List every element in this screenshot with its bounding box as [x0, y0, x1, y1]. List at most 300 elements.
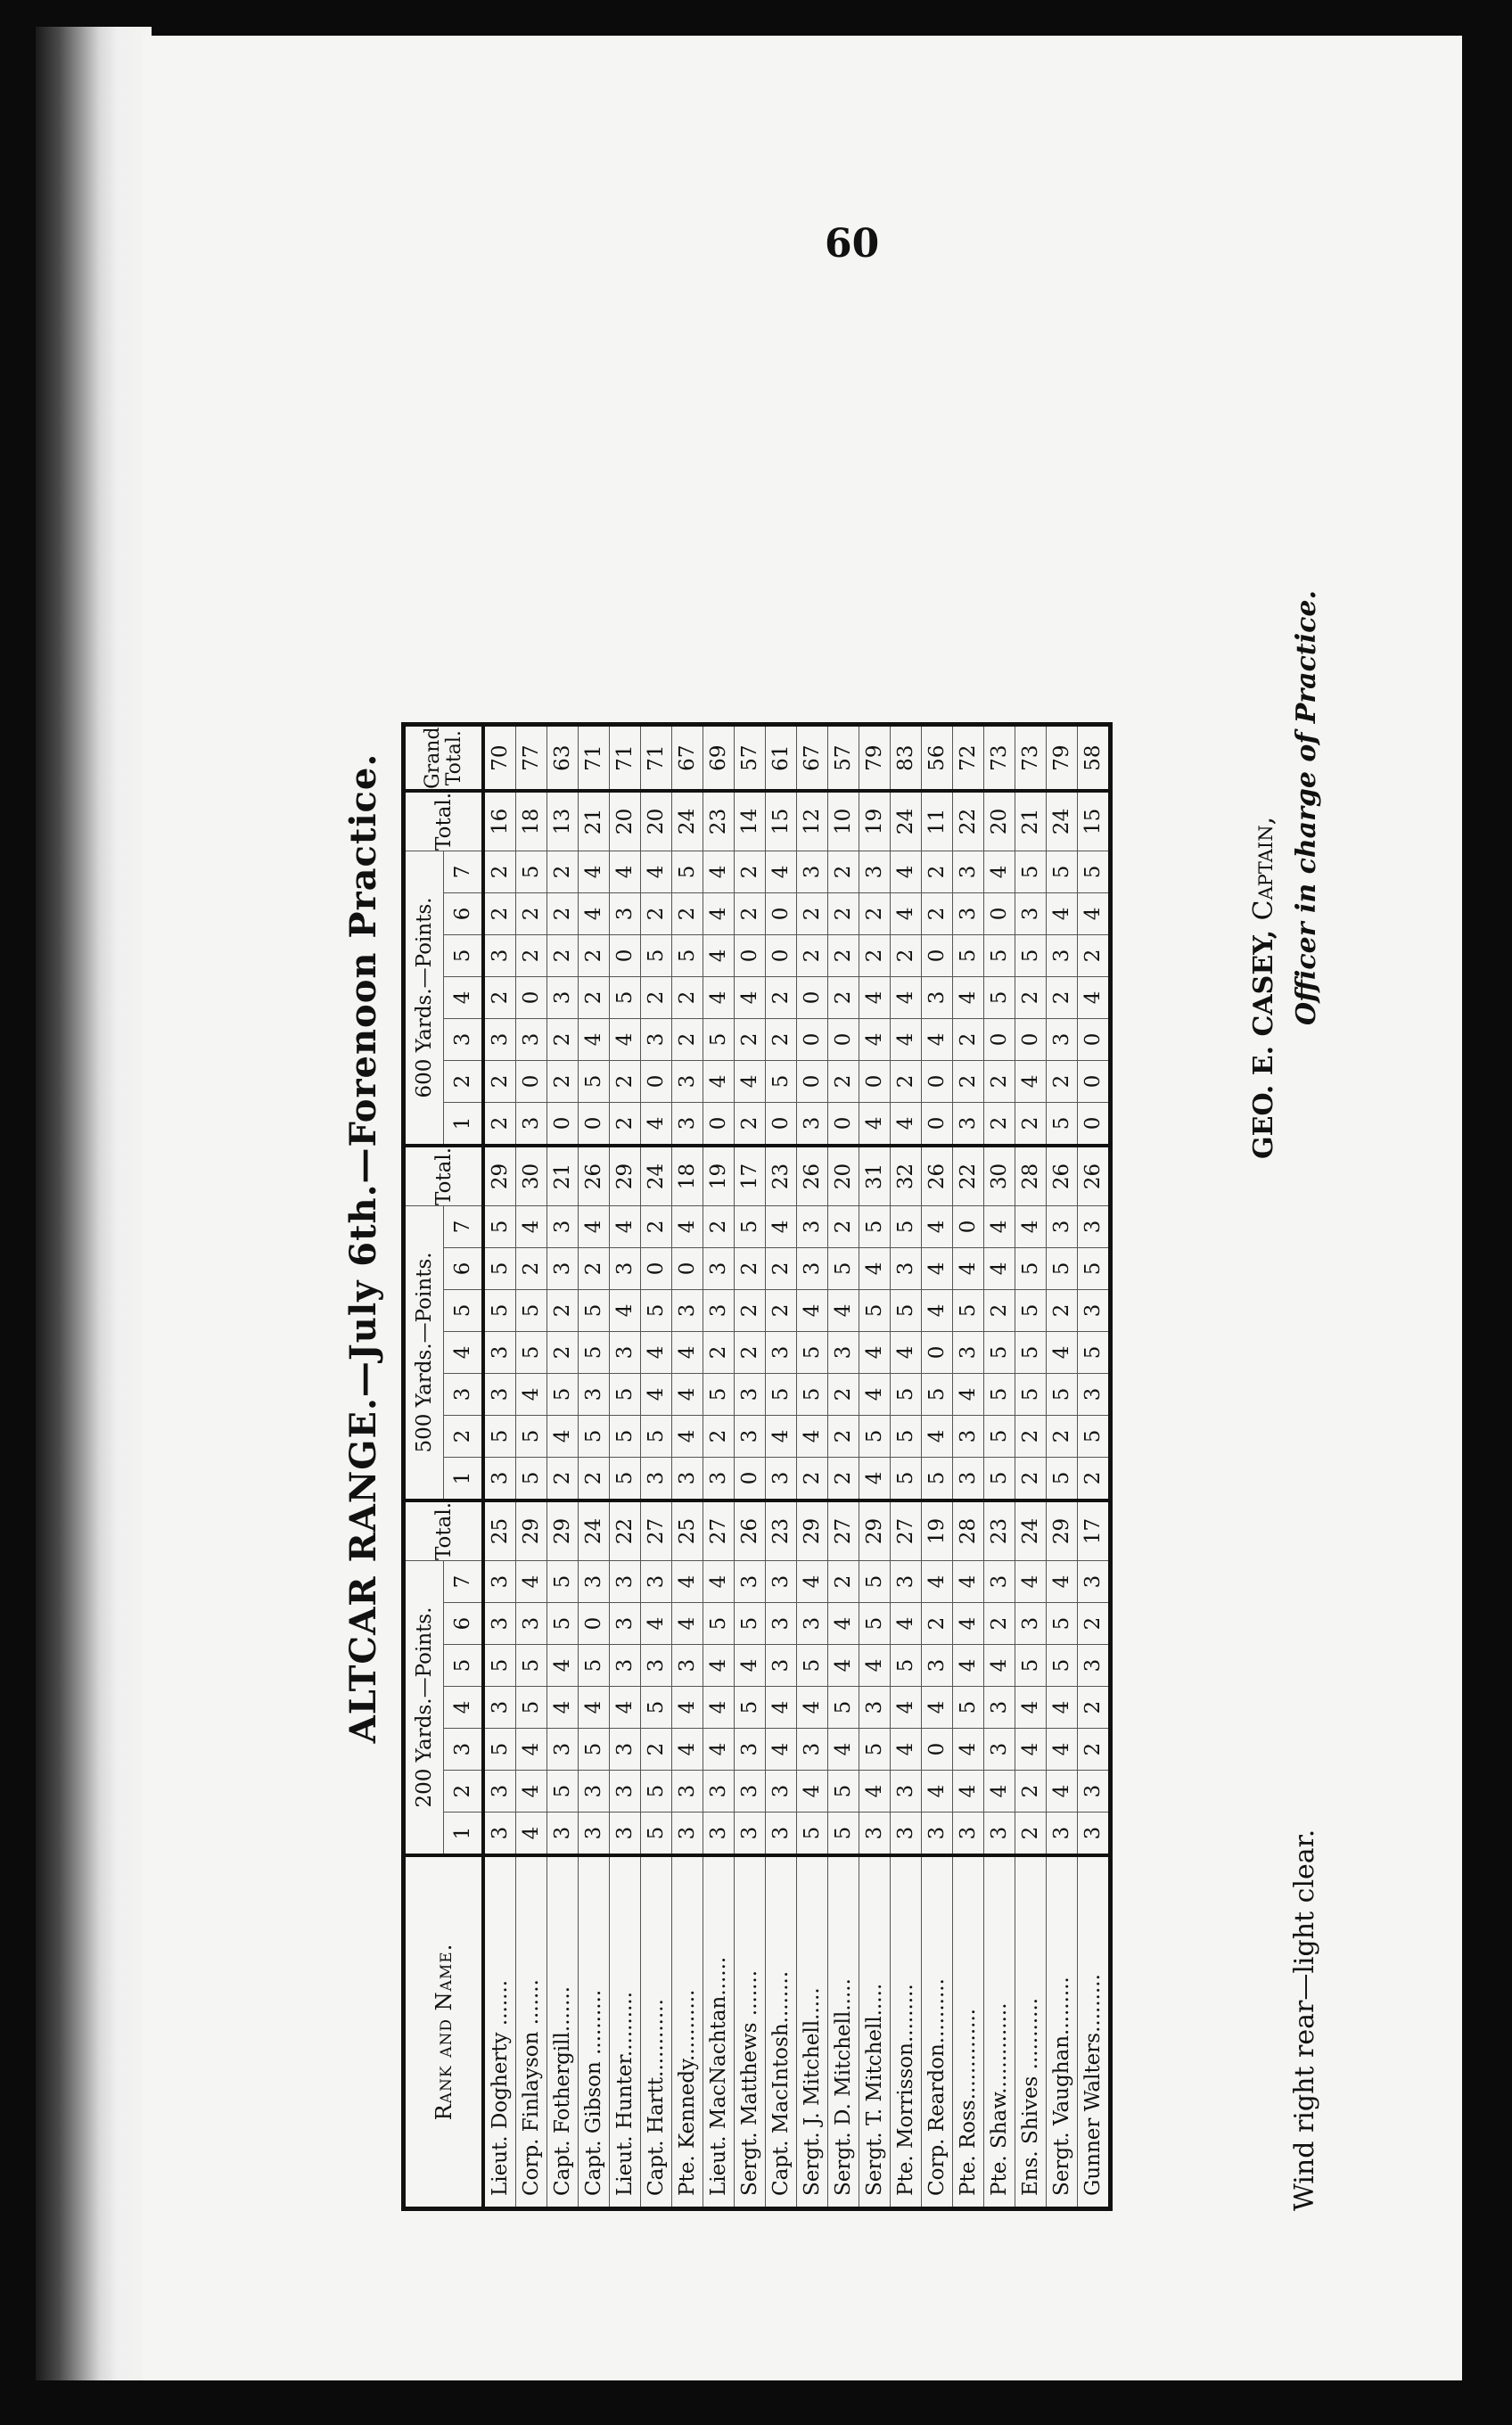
- score-y200-shot-1: 3: [703, 1813, 735, 1856]
- score-y600-shot-7: 5: [672, 851, 703, 892]
- grand-total: 61: [766, 725, 797, 791]
- score-y500-shot-5: 5: [953, 1289, 984, 1331]
- score-y200-shot-1: 3: [953, 1813, 984, 1856]
- score-y500-shot-7: 5: [483, 1205, 516, 1247]
- score-y200-shot-6: 3: [797, 1603, 828, 1645]
- table-row: [828, 725, 859, 2209]
- score-y500-shot-1: 3: [703, 1457, 735, 1500]
- total-y500: 32: [891, 1146, 922, 1206]
- score-y500-shot-7: 5: [735, 1205, 766, 1247]
- score-y600-shot-7: 4: [891, 851, 922, 892]
- score-y200-shot-6: 5: [859, 1603, 891, 1645]
- score-y600-shot-4: 5: [984, 976, 1015, 1018]
- shooter-name: Pte. Kennedy...........: [672, 1855, 703, 2209]
- shot-number-y200-3: 3: [444, 1729, 484, 1771]
- score-y200-shot-4: 2: [1078, 1687, 1111, 1729]
- score-y500-shot-3: 5: [766, 1373, 797, 1415]
- total-y600: 20: [641, 791, 672, 851]
- score-y600-shot-4: 2: [672, 976, 703, 1018]
- score-y500-shot-5: 3: [672, 1289, 703, 1331]
- score-y600-shot-3: 3: [516, 1018, 547, 1060]
- score-y600-shot-5: 5: [672, 934, 703, 976]
- total-y600: 24: [891, 791, 922, 851]
- score-y500-shot-6: 5: [1078, 1247, 1111, 1289]
- signature-rank: Captain,: [1248, 816, 1279, 921]
- score-y200-shot-6: 2: [1078, 1603, 1111, 1645]
- score-y200-shot-4: 4: [610, 1687, 641, 1729]
- table-row: [610, 725, 641, 2209]
- score-y500-shot-5: 2: [1047, 1289, 1078, 1331]
- score-y600-shot-1: 3: [953, 1102, 984, 1146]
- total-y500: 23: [766, 1146, 797, 1206]
- yards-200-header: 200 Yards.—Points.: [404, 1561, 444, 1856]
- score-y500-shot-5: 5: [891, 1289, 922, 1331]
- score-y600-shot-2: 2: [891, 1060, 922, 1102]
- grand-total: 57: [828, 725, 859, 791]
- score-y200-shot-7: 4: [922, 1561, 953, 1603]
- score-y200-shot-5: 4: [859, 1645, 891, 1687]
- score-y500-shot-5: 3: [703, 1289, 735, 1331]
- score-y500-shot-1: 2: [797, 1457, 828, 1500]
- total-y200: 27: [703, 1500, 735, 1561]
- score-y500-shot-7: 3: [1047, 1205, 1078, 1247]
- score-y200-shot-6: 4: [828, 1603, 859, 1645]
- score-y200-shot-2: 4: [984, 1771, 1015, 1813]
- score-y500-shot-2: 4: [672, 1415, 703, 1457]
- score-y500-shot-3: 5: [610, 1373, 641, 1415]
- score-y200-shot-1: 3: [672, 1813, 703, 1856]
- score-y600-shot-7: 5: [1015, 851, 1047, 892]
- score-y500-shot-5: 5: [641, 1289, 672, 1331]
- shot-number-y600-1: 1: [444, 1102, 484, 1146]
- score-y200-shot-5: 3: [1078, 1645, 1111, 1687]
- score-y500-shot-2: 3: [735, 1415, 766, 1457]
- grand-total: 72: [953, 725, 984, 791]
- score-y600-shot-3: 0: [1078, 1018, 1111, 1060]
- score-y200-shot-7: 3: [610, 1561, 641, 1603]
- score-y600-shot-4: 2: [641, 976, 672, 1018]
- score-y200-shot-5: 4: [828, 1645, 859, 1687]
- score-rows: [483, 725, 1111, 2209]
- score-y600-shot-7: 2: [828, 851, 859, 892]
- score-y600-shot-4: 4: [735, 976, 766, 1018]
- total-y200: 27: [891, 1500, 922, 1561]
- score-y200-shot-5: 5: [516, 1645, 547, 1687]
- total-y500: 30: [516, 1146, 547, 1206]
- score-y200-shot-3: 3: [610, 1729, 641, 1771]
- score-y500-shot-1: 5: [1047, 1457, 1078, 1500]
- score-y500-shot-2: 4: [766, 1415, 797, 1457]
- score-y600-shot-5: 0: [735, 934, 766, 976]
- score-y200-shot-4: 3: [859, 1687, 891, 1729]
- shooter-name: Pte. Morrisson.........: [891, 1855, 922, 2209]
- score-y600-shot-4: 4: [859, 976, 891, 1018]
- grand-total: 69: [703, 725, 735, 791]
- score-y500-shot-1: 3: [483, 1457, 516, 1500]
- score-y500-shot-7: 4: [922, 1205, 953, 1247]
- score-y500-shot-4: 3: [483, 1331, 516, 1373]
- score-y200-shot-7: 4: [516, 1561, 547, 1603]
- page-title: ALTCAR RANGE.—July 6th.—Forenoon Practice.: [342, 752, 384, 1744]
- score-y600-shot-3: 4: [579, 1018, 610, 1060]
- score-y200-shot-2: 3: [766, 1771, 797, 1813]
- score-y200-shot-6: 5: [735, 1603, 766, 1645]
- score-y600-shot-2: 0: [1078, 1060, 1111, 1102]
- score-y600-shot-3: 3: [641, 1018, 672, 1060]
- total-y600: 24: [1047, 791, 1078, 851]
- score-y200-shot-4: 3: [483, 1687, 516, 1729]
- score-y500-shot-2: 5: [579, 1415, 610, 1457]
- score-y200-shot-4: 5: [641, 1687, 672, 1729]
- score-y500-shot-7: 2: [641, 1205, 672, 1247]
- score-y200-shot-7: 2: [828, 1561, 859, 1603]
- grand-total-header: Grand Total.: [404, 725, 484, 791]
- score-y600-shot-2: 4: [703, 1060, 735, 1102]
- score-y600-shot-3: 4: [610, 1018, 641, 1060]
- score-y600-shot-6: 3: [1015, 892, 1047, 934]
- score-y500-shot-5: 2: [766, 1289, 797, 1331]
- score-y500-shot-7: 4: [610, 1205, 641, 1247]
- total-y200: 25: [672, 1500, 703, 1561]
- total-y500: 19: [703, 1146, 735, 1206]
- grand-total: 56: [922, 725, 953, 791]
- shooter-name: Pte. Shaw..............: [984, 1855, 1015, 2209]
- score-y200-shot-2: 5: [547, 1771, 579, 1813]
- score-y500-shot-3: 4: [672, 1373, 703, 1415]
- score-y500-shot-6: 5: [828, 1247, 859, 1289]
- total-y200: 22: [610, 1500, 641, 1561]
- total-y500: 29: [483, 1146, 516, 1206]
- score-y500-shot-4: 4: [641, 1331, 672, 1373]
- score-y200-shot-1: 5: [641, 1813, 672, 1856]
- score-y200-shot-6: 4: [641, 1603, 672, 1645]
- score-y200-shot-4: 5: [735, 1687, 766, 1729]
- score-y200-shot-4: 4: [579, 1687, 610, 1729]
- score-y200-shot-7: 4: [1047, 1561, 1078, 1603]
- score-y200-shot-6: 3: [610, 1603, 641, 1645]
- score-y600-shot-1: 5: [1047, 1102, 1078, 1146]
- score-y500-shot-1: 4: [859, 1457, 891, 1500]
- score-y200-shot-6: 5: [703, 1603, 735, 1645]
- score-y600-shot-5: 4: [703, 934, 735, 976]
- score-y200-shot-3: 3: [984, 1729, 1015, 1771]
- score-y200-shot-1: 3: [1078, 1813, 1111, 1856]
- score-y500-shot-5: 5: [483, 1289, 516, 1331]
- score-y200-shot-4: 4: [672, 1687, 703, 1729]
- score-y600-shot-7: 2: [547, 851, 579, 892]
- score-y600-shot-6: 0: [766, 892, 797, 934]
- signature-name: GEO. E. CASEY,: [1248, 929, 1279, 1159]
- score-y600-shot-3: 3: [483, 1018, 516, 1060]
- page-number: 60: [825, 221, 880, 267]
- score-y200-shot-1: 2: [1015, 1813, 1047, 1856]
- score-y200-shot-7: 3: [735, 1561, 766, 1603]
- score-y600-shot-2: 2: [547, 1060, 579, 1102]
- grand-total: 79: [859, 725, 891, 791]
- score-y500-shot-2: 5: [516, 1415, 547, 1457]
- score-y600-shot-6: 4: [579, 892, 610, 934]
- rotated-content: [339, 285, 1364, 2211]
- score-y600-shot-2: 2: [953, 1060, 984, 1102]
- score-y600-shot-5: 2: [516, 934, 547, 976]
- total-y600: 18: [516, 791, 547, 851]
- score-y500-shot-7: 4: [672, 1205, 703, 1247]
- score-y500-shot-4: 5: [797, 1331, 828, 1373]
- score-y600-shot-7: 4: [610, 851, 641, 892]
- score-y500-shot-1: 3: [766, 1457, 797, 1500]
- score-y200-shot-3: 3: [797, 1729, 828, 1771]
- score-y600-shot-1: 0: [828, 1102, 859, 1146]
- shot-number-y600-5: 5: [444, 934, 484, 976]
- shooter-name: Sergt. Vaughan.........: [1047, 1855, 1078, 2209]
- score-y600-shot-6: 4: [703, 892, 735, 934]
- score-y200-shot-3: 4: [703, 1729, 735, 1771]
- score-y600-shot-7: 3: [859, 851, 891, 892]
- total-y500: 22: [953, 1146, 984, 1206]
- score-y600-shot-1: 2: [1015, 1102, 1047, 1146]
- score-y600-shot-1: 4: [891, 1102, 922, 1146]
- score-y500-shot-6: 5: [1015, 1247, 1047, 1289]
- score-table: [401, 722, 1113, 2211]
- score-y500-shot-6: 2: [579, 1247, 610, 1289]
- score-y200-shot-7: 3: [483, 1561, 516, 1603]
- total-y200: 29: [516, 1500, 547, 1561]
- score-y200-shot-2: 5: [828, 1771, 859, 1813]
- total-y200: 26: [735, 1500, 766, 1561]
- score-y500-shot-6: 4: [859, 1247, 891, 1289]
- score-y600-shot-5: 0: [922, 934, 953, 976]
- score-y600-shot-4: 3: [547, 976, 579, 1018]
- total-y500: 30: [984, 1146, 1015, 1206]
- score-y500-shot-3: 5: [547, 1373, 579, 1415]
- score-y600-shot-7: 2: [922, 851, 953, 892]
- shooter-name: Sergt. D. Mitchell.....: [828, 1855, 859, 2209]
- score-y600-shot-4: 3: [922, 976, 953, 1018]
- score-y500-shot-2: 4: [922, 1415, 953, 1457]
- score-y600-shot-3: 2: [547, 1018, 579, 1060]
- score-y200-shot-5: 3: [672, 1645, 703, 1687]
- score-y200-shot-2: 3: [579, 1771, 610, 1813]
- score-y200-shot-3: 3: [735, 1729, 766, 1771]
- score-y200-shot-4: 4: [922, 1687, 953, 1729]
- total-y600: 24: [672, 791, 703, 851]
- score-y600-shot-4: 5: [610, 976, 641, 1018]
- score-y600-shot-7: 2: [483, 851, 516, 892]
- total-y600: 19: [859, 791, 891, 851]
- score-y200-shot-5: 4: [547, 1645, 579, 1687]
- score-y500-shot-4: 5: [579, 1331, 610, 1373]
- score-y500-shot-7: 4: [579, 1205, 610, 1247]
- score-y600-shot-5: 0: [610, 934, 641, 976]
- score-y500-shot-4: 4: [891, 1331, 922, 1373]
- total-y500: 17: [735, 1146, 766, 1206]
- score-y600-shot-5: 5: [953, 934, 984, 976]
- score-y200-shot-5: 3: [922, 1645, 953, 1687]
- score-y500-shot-4: 3: [610, 1331, 641, 1373]
- score-y500-shot-2: 5: [610, 1415, 641, 1457]
- total-y500: 26: [797, 1146, 828, 1206]
- score-y600-shot-3: 0: [984, 1018, 1015, 1060]
- score-y600-shot-3: 4: [891, 1018, 922, 1060]
- score-y600-shot-1: 4: [859, 1102, 891, 1146]
- score-y200-shot-7: 4: [953, 1561, 984, 1603]
- grand-total: 71: [579, 725, 610, 791]
- score-y200-shot-3: 4: [672, 1729, 703, 1771]
- score-y600-shot-1: 0: [703, 1102, 735, 1146]
- score-y500-shot-6: 0: [672, 1247, 703, 1289]
- score-y600-shot-4: 4: [1078, 976, 1111, 1018]
- table-row: [641, 725, 672, 2209]
- score-y500-shot-7: 4: [984, 1205, 1015, 1247]
- score-y200-shot-7: 3: [891, 1561, 922, 1603]
- score-y600-shot-2: 2: [828, 1060, 859, 1102]
- shot-number-y500-3: 3: [444, 1373, 484, 1415]
- total-y200: 29: [1047, 1500, 1078, 1561]
- score-y200-shot-7: 5: [547, 1561, 579, 1603]
- score-y500-shot-4: 4: [859, 1331, 891, 1373]
- score-y500-shot-6: 2: [516, 1247, 547, 1289]
- score-y200-shot-1: 3: [547, 1813, 579, 1856]
- score-y600-shot-6: 2: [641, 892, 672, 934]
- shooter-name: Lieut. Dogherty .......: [483, 1855, 516, 2209]
- score-y600-shot-3: 3: [1047, 1018, 1078, 1060]
- score-y600-shot-3: 2: [672, 1018, 703, 1060]
- score-y500-shot-1: 5: [984, 1457, 1015, 1500]
- score-y200-shot-5: 3: [610, 1645, 641, 1687]
- score-y200-shot-6: 3: [483, 1603, 516, 1645]
- table-row: [984, 725, 1015, 2209]
- score-y200-shot-1: 3: [984, 1813, 1015, 1856]
- score-y200-shot-7: 3: [766, 1561, 797, 1603]
- shooter-name: Sergt. Matthews .......: [735, 1855, 766, 2209]
- score-y500-shot-6: 3: [891, 1247, 922, 1289]
- score-y200-shot-2: 3: [703, 1771, 735, 1813]
- score-y500-shot-6: 4: [922, 1247, 953, 1289]
- total-y200: 29: [859, 1500, 891, 1561]
- score-y600-shot-2: 4: [1015, 1060, 1047, 1102]
- score-y600-shot-3: 0: [1015, 1018, 1047, 1060]
- total-y600: 21: [579, 791, 610, 851]
- score-y500-shot-3: 4: [516, 1373, 547, 1415]
- book-page-edge: [36, 27, 152, 2380]
- score-y600-shot-6: 0: [984, 892, 1015, 934]
- score-y600-shot-6: 2: [735, 892, 766, 934]
- score-y600-shot-2: 2: [483, 1060, 516, 1102]
- score-y500-shot-7: 3: [547, 1205, 579, 1247]
- score-y500-shot-7: 3: [797, 1205, 828, 1247]
- score-y600-shot-7: 4: [703, 851, 735, 892]
- score-y600-shot-4: 2: [828, 976, 859, 1018]
- score-y600-shot-7: 5: [1078, 851, 1111, 892]
- total-y600: 21: [1015, 791, 1047, 851]
- total-y500: 26: [1078, 1146, 1111, 1206]
- score-y600-shot-5: 5: [641, 934, 672, 976]
- shooter-name: Pte. Ross..............: [953, 1855, 984, 2209]
- score-y600-shot-7: 2: [735, 851, 766, 892]
- score-y600-shot-4: 4: [703, 976, 735, 1018]
- total-200-header: Total.: [404, 1500, 484, 1561]
- table-row: [953, 725, 984, 2209]
- score-y600-shot-3: 0: [797, 1018, 828, 1060]
- shot-number-y500-1: 1: [444, 1457, 484, 1500]
- score-y200-shot-3: 4: [1015, 1729, 1047, 1771]
- score-y500-shot-5: 2: [984, 1289, 1015, 1331]
- score-y500-shot-1: 2: [1015, 1457, 1047, 1500]
- score-y500-shot-3: 5: [797, 1373, 828, 1415]
- score-y200-shot-7: 4: [1015, 1561, 1047, 1603]
- score-y500-shot-2: 5: [984, 1415, 1015, 1457]
- shooter-name: Sergt. J. Mitchell.....: [797, 1855, 828, 2209]
- score-y600-shot-2: 0: [922, 1060, 953, 1102]
- score-y500-shot-2: 5: [1078, 1415, 1111, 1457]
- score-y200-shot-4: 5: [953, 1687, 984, 1729]
- grand-total: 57: [735, 725, 766, 791]
- score-y200-shot-1: 5: [828, 1813, 859, 1856]
- table-row: [797, 725, 828, 2209]
- score-y600-shot-1: 2: [610, 1102, 641, 1146]
- shot-number-y200-7: 7: [444, 1561, 484, 1603]
- score-y500-shot-5: 4: [610, 1289, 641, 1331]
- score-y200-shot-5: 5: [483, 1645, 516, 1687]
- score-y500-shot-3: 3: [1078, 1373, 1111, 1415]
- score-y500-shot-6: 5: [483, 1247, 516, 1289]
- score-y600-shot-1: 3: [797, 1102, 828, 1146]
- score-y200-shot-2: 4: [953, 1771, 984, 1813]
- score-y500-shot-2: 4: [547, 1415, 579, 1457]
- score-y500-shot-5: 3: [1078, 1289, 1111, 1331]
- score-y500-shot-2: 5: [891, 1415, 922, 1457]
- score-y600-shot-2: 5: [579, 1060, 610, 1102]
- score-y500-shot-4: 5: [1078, 1331, 1111, 1373]
- score-y500-shot-2: 5: [641, 1415, 672, 1457]
- score-y500-shot-7: 3: [1078, 1205, 1111, 1247]
- score-y200-shot-5: 5: [579, 1645, 610, 1687]
- score-y500-shot-2: 2: [1047, 1415, 1078, 1457]
- score-y600-shot-7: 3: [953, 851, 984, 892]
- score-y200-shot-3: 4: [516, 1729, 547, 1771]
- score-y500-shot-7: 2: [828, 1205, 859, 1247]
- score-y500-shot-2: 3: [953, 1415, 984, 1457]
- total-500-header: Total.: [404, 1146, 484, 1206]
- score-y600-shot-6: 2: [547, 892, 579, 934]
- score-y500-shot-4: 2: [703, 1331, 735, 1373]
- total-y600: 20: [610, 791, 641, 851]
- score-y200-shot-4: 4: [766, 1687, 797, 1729]
- score-y200-shot-1: 3: [859, 1813, 891, 1856]
- score-y500-shot-4: 3: [828, 1331, 859, 1373]
- total-y200: 24: [579, 1500, 610, 1561]
- score-y600-shot-2: 0: [641, 1060, 672, 1102]
- score-y200-shot-3: 4: [766, 1729, 797, 1771]
- score-y200-shot-1: 3: [579, 1813, 610, 1856]
- score-y600-shot-1: 0: [579, 1102, 610, 1146]
- score-y500-shot-6: 4: [953, 1247, 984, 1289]
- score-y200-shot-2: 4: [922, 1771, 953, 1813]
- score-y600-shot-6: 2: [797, 892, 828, 934]
- total-y200: 23: [984, 1500, 1015, 1561]
- total-y600: 23: [703, 791, 735, 851]
- total-y200: 24: [1015, 1500, 1047, 1561]
- score-y600-shot-1: 2: [984, 1102, 1015, 1146]
- score-y200-shot-1: 3: [891, 1813, 922, 1856]
- score-y200-shot-3: 4: [891, 1729, 922, 1771]
- score-y200-shot-5: 5: [797, 1645, 828, 1687]
- score-y600-shot-7: 4: [766, 851, 797, 892]
- grand-total: 83: [891, 725, 922, 791]
- rank-name-header: Rank and Name.: [404, 1855, 484, 2209]
- score-y200-shot-3: 3: [547, 1729, 579, 1771]
- table-row: [891, 725, 922, 2209]
